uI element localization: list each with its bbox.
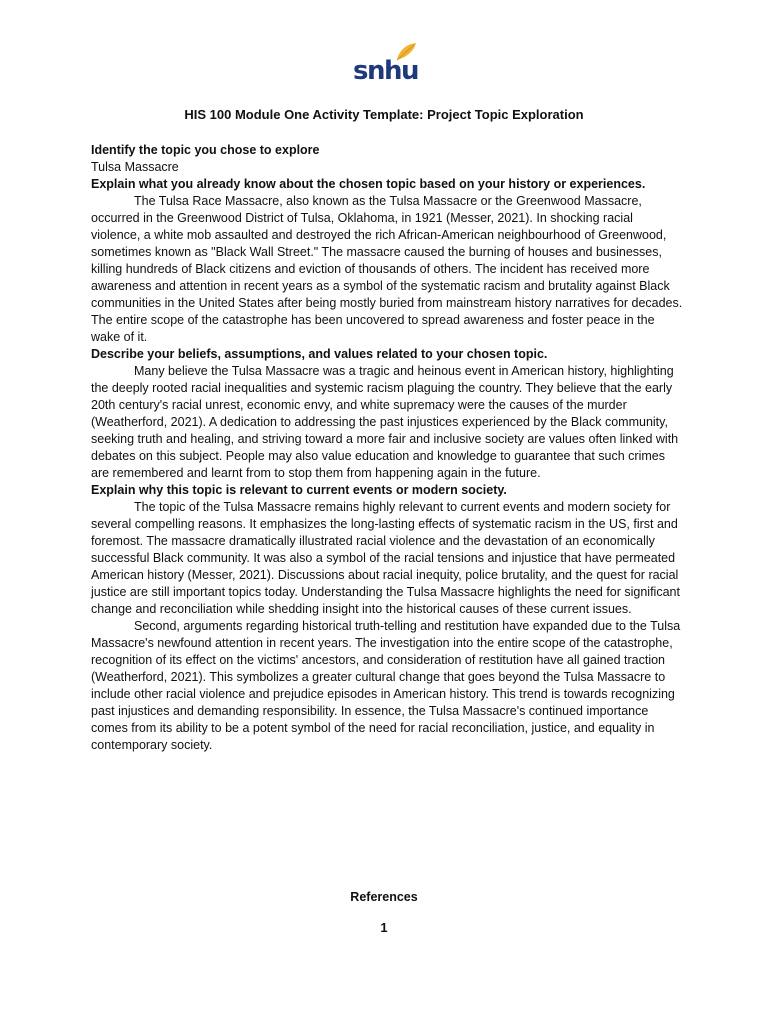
- document-title: HIS 100 Module One Activity Template: Project Topic Exploration: [184, 107, 584, 122]
- answer-relevance-1: The topic of the Tulsa Massacre remains highly relevant to current events and modern society for several compelling reasons. It emphasizes the long-lasting effects of systematic racism in the US, first and foremost. The massacre dramatically illustrated racial violence and the devastation of an economically successful Black community. It was also a symbol of the racial tensions and injustice that have permeated American history (Messer, 2021). Discussions about racial inequity, police brutality, and the quest for racial justice are still important topics today. Understanding the Tulsa Massacre highlights the need for significant change and reconciliation while shedding insight into the historical causes of these current issues.: [91, 500, 680, 616]
- document-body: [91, 142, 683, 754]
- question-topic: Identify the topic you chose to explore: [91, 143, 320, 157]
- answer-knowledge: The Tulsa Race Massacre, also known as the Tulsa Massacre or the Greenwood Massacre, occurred in the Greenwood District of Tulsa, Oklahoma, in 1921 (Messer, 2021). In shocking racial violence, a white mob assaulted and destroyed the rich African-American neighbourhood of Greenwood, sometimes known as "Black Wall Street." The massacre caused the burning of houses and businesses, killing hundreds of Black citizens and eviction of thousands of others. The incident has received more awareness and attention in recent years as a symbol of the systematic racism and brutality against Black communities in the United States after being mostly buried from mainstream history narratives for decades. The entire scope of the catastrophe has been uncovered to spread awareness and foster peace in the wake of it.: [91, 194, 683, 344]
- page-number: 1: [380, 920, 388, 935]
- question-knowledge: Explain what you already know about the chosen topic based on your history or experiences.: [91, 177, 646, 191]
- answer-relevance-2: Second, arguments regarding historical truth-telling and restitution have expanded due to the Tulsa Massacre's newfound attention in recent years. The investigation into the entire scope of the catastrophe, recognition of its effect on the victims' ancestors, and consideration of restitution have all gained traction (Weatherford, 2021). This symbolizes a greater cultural change that goes beyond the Tulsa Massacre to include other racial violence and prejudice episodes in American history. This trend is towards recognizing past injustices and demanding responsibility. In essence, the Tulsa Massacre's continued importance comes from its ability to be a potent symbol of the need for racial reconciliation, justice, and equality in contemporary society.: [91, 619, 681, 752]
- logo-wordmark: snhu: [353, 56, 419, 86]
- leaf-icon: [395, 42, 417, 62]
- answer-beliefs: Many believe the Tulsa Massacre was a tragic and heinous event in American history, highlighting the deeply rooted racial inequalities and systemic racism plaguing the country. They believe that the early 20th century's racial unrest, economic envy, and white supremacy were the causes of the murder (Weatherford, 2021). A dedication to addressing the past injustices experienced by the Black community, seeking truth and healing, and striving toward a more fair and inclusive society are values often linked with debates on this subject. People may also value education and knowledge to guarantee that such crimes are remembered and learnt from to stop them from happening again in the future.: [91, 364, 679, 480]
- snhu-logo: [353, 42, 419, 88]
- question-relevance: Explain why this topic is relevant to current events or modern society.: [91, 483, 507, 497]
- references-heading: References: [350, 890, 418, 904]
- answer-topic: Tulsa Massacre: [91, 160, 179, 174]
- question-beliefs: Describe your beliefs, assumptions, and values related to your chosen topic.: [91, 347, 548, 361]
